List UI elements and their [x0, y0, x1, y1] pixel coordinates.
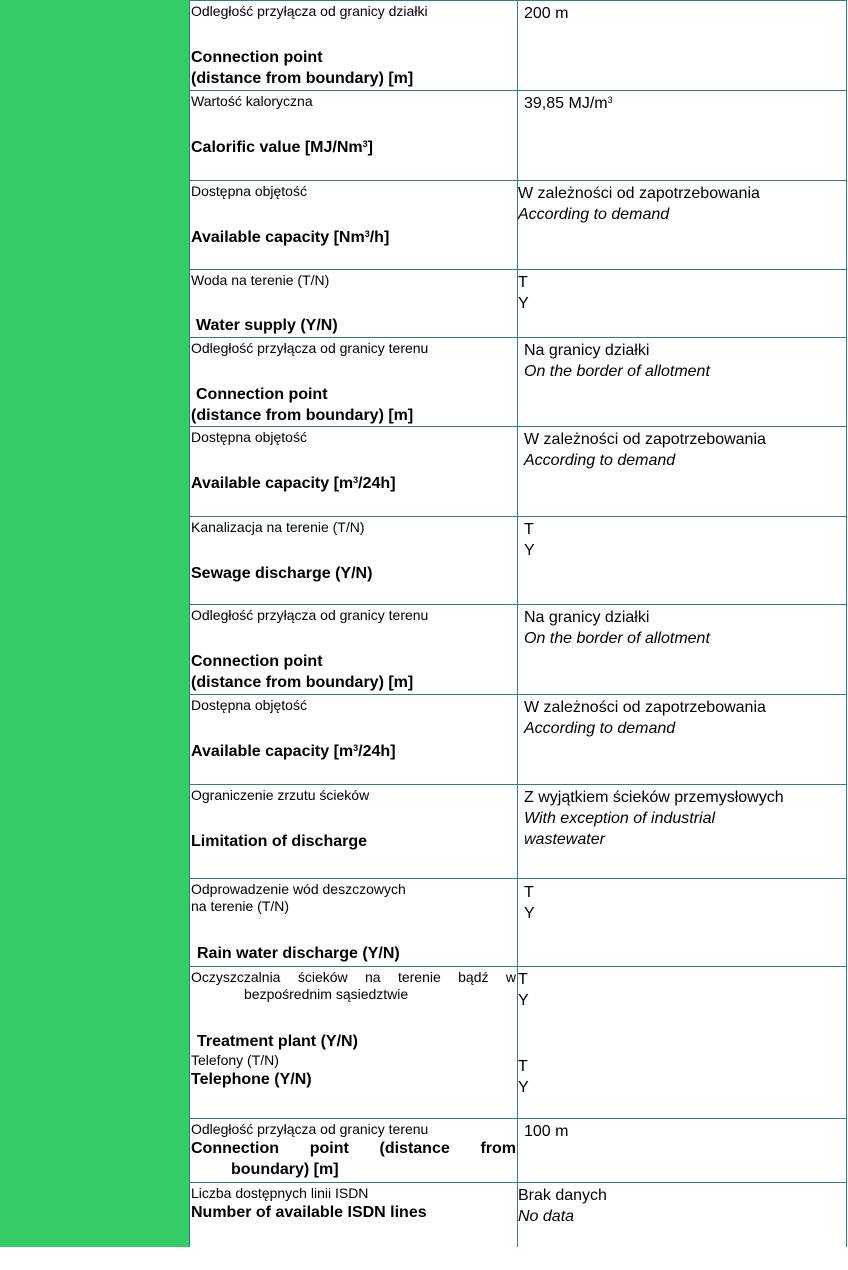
- table-row: [190, 427, 847, 517]
- table-row: [190, 270, 847, 338]
- table-row: [190, 879, 847, 967]
- label-english: Number of available ISDN lines: [191, 1204, 427, 1221]
- row-value: [524, 519, 848, 561]
- table-row: [190, 517, 847, 605]
- value-text: T: [518, 971, 528, 988]
- value-text-english: According to demand: [518, 206, 670, 223]
- label-english: Treatment plant (Y/N): [197, 1033, 358, 1050]
- row-label: [191, 519, 516, 584]
- label-english-line2: (distance from boundary) [m]: [191, 70, 414, 87]
- label-polish: Kanalizacja na terenie (T/N): [191, 519, 365, 535]
- value-text-english: No data: [518, 1208, 575, 1225]
- label-polish: Oczyszczalnia ścieków na terenie bądź w: [191, 969, 516, 985]
- value-text: W zależności od zapotrzebowania: [524, 431, 766, 448]
- label-english-line2: boundary) [m]: [231, 1161, 339, 1178]
- label-polish: Liczba dostępnych linii ISDN: [191, 1185, 369, 1201]
- row-value: [524, 697, 848, 739]
- value-text: T: [524, 521, 534, 538]
- value-text-english: According to demand: [524, 452, 676, 469]
- label-english: Available capacity $[m^3/24h]$: [191, 743, 396, 760]
- row-label: [191, 697, 516, 762]
- row-label: [191, 340, 516, 426]
- label-polish: Odległość przyłącza od granicy terenu: [191, 340, 429, 356]
- table-row: [190, 695, 847, 785]
- table-row: [190, 785, 847, 879]
- row-value: [524, 882, 848, 924]
- label-english: Available capacity $[m^3/24h]$: [191, 475, 396, 492]
- row-value: [524, 429, 848, 471]
- value-text: Z wyjątkiem ścieków przemysłowych: [524, 789, 784, 806]
- label-english-line2: (distance from boundary) [m]: [191, 407, 414, 424]
- label-english: Sewage discharge (Y/N): [191, 565, 373, 582]
- table-row: [190, 181, 847, 270]
- value-text-english: According to demand: [524, 720, 676, 737]
- label-english: Available capacity [Nm$^3$/h]: [191, 229, 390, 246]
- label-polish: Ograniczenie zrzutu ścieków: [191, 787, 370, 803]
- label-polish: Odprowadzenie wód deszczowych: [191, 881, 406, 897]
- table-row: [190, 1183, 847, 1247]
- label-polish: Odległość przyłącza od granicy działki: [191, 3, 428, 19]
- label-polish: Woda na terenie (T/N): [191, 272, 330, 288]
- value-text-english-line2: wastewater: [524, 831, 605, 848]
- label-english-line2: (distance from boundary) [m]: [191, 674, 414, 691]
- label-polish: Dostępna objętość: [191, 183, 307, 199]
- value-text: T: [518, 274, 528, 291]
- value-text: W zależności od zapotrzebowania: [518, 185, 760, 202]
- row-label: [191, 272, 516, 336]
- label-polish-line2: na terenie (T/N): [191, 898, 290, 914]
- label-polish: Dostępna objętość: [191, 429, 307, 445]
- value-text: T: [524, 884, 534, 901]
- row-value: [518, 969, 843, 1098]
- green-sidebar: [0, 0, 189, 1247]
- value-text-english: On the border of allotment: [524, 630, 710, 647]
- label-english: Rain water discharge (Y/N): [197, 945, 400, 962]
- value-text-english: Y: [524, 542, 535, 559]
- table-row: [190, 1, 847, 91]
- row-value: 39,85 $MJ/m^3$: [524, 95, 613, 112]
- label-polish: Odległość przyłącza od granicy terenu: [191, 1121, 429, 1137]
- value-text-english: Y: [518, 992, 529, 1009]
- table-row: [190, 1119, 847, 1183]
- row-label: [191, 969, 516, 1090]
- column-divider: [517, 0, 518, 1247]
- value-text: Brak danych: [518, 1187, 607, 1204]
- row-value: [524, 787, 848, 850]
- value-text-telephone-english: Y: [518, 1079, 529, 1096]
- value-text-telephone: T: [518, 1058, 528, 1075]
- row-value: [518, 272, 843, 314]
- label-english: Connection point (distance from: [191, 1140, 516, 1157]
- label-english: Calorific value [MJ/Nm$^3$]: [191, 139, 373, 156]
- row-value: [518, 1185, 843, 1227]
- row-label: [191, 3, 516, 89]
- row-label: [191, 183, 516, 248]
- label-english: Connection point: [191, 49, 323, 66]
- label-english: Connection point: [196, 386, 328, 403]
- label-english: Water supply (Y/N): [196, 317, 338, 334]
- table-row: [190, 967, 847, 1119]
- label-polish-line2: bezpośrednim sąsiedztwie: [244, 986, 409, 1002]
- label-english-telephone: Telephone (Y/N): [191, 1071, 312, 1088]
- value-text-english: Y: [518, 295, 529, 312]
- row-value: [524, 340, 848, 382]
- row-value: [524, 607, 848, 649]
- table-row: [190, 91, 847, 181]
- row-label: [191, 607, 516, 693]
- row-label: [191, 1185, 516, 1223]
- value-text: Na granicy działki: [524, 609, 650, 626]
- value-text-english: On the border of allotment: [524, 363, 710, 380]
- value-text: 100 m: [524, 1123, 569, 1140]
- row-value: [524, 1121, 848, 1142]
- table-row: [190, 338, 847, 427]
- label-polish: Dostępna objętość: [191, 697, 307, 713]
- table-row: [190, 605, 847, 695]
- value-text: 200 m: [524, 5, 569, 22]
- label-english: Limitation of discharge: [191, 833, 368, 850]
- value-text-english: Y: [524, 905, 535, 922]
- label-english: Connection point: [191, 653, 323, 670]
- row-label: [191, 787, 516, 852]
- row-label: [191, 93, 516, 158]
- row-value: [518, 183, 843, 225]
- row-label: [191, 881, 516, 964]
- label-polish: Odległość przyłącza od granicy terenu: [191, 607, 429, 623]
- row-label: [191, 1121, 516, 1180]
- value-text: W zależności od zapotrzebowania: [524, 699, 766, 716]
- row-value: [524, 3, 848, 24]
- label-polish-telephone: Telefony (T/N): [191, 1052, 279, 1068]
- value-text: Na granicy działki: [524, 342, 650, 359]
- row-label: [191, 429, 516, 494]
- label-polish: Wartość kaloryczna: [191, 93, 313, 109]
- value-text-english: With exception of industrial: [524, 810, 716, 827]
